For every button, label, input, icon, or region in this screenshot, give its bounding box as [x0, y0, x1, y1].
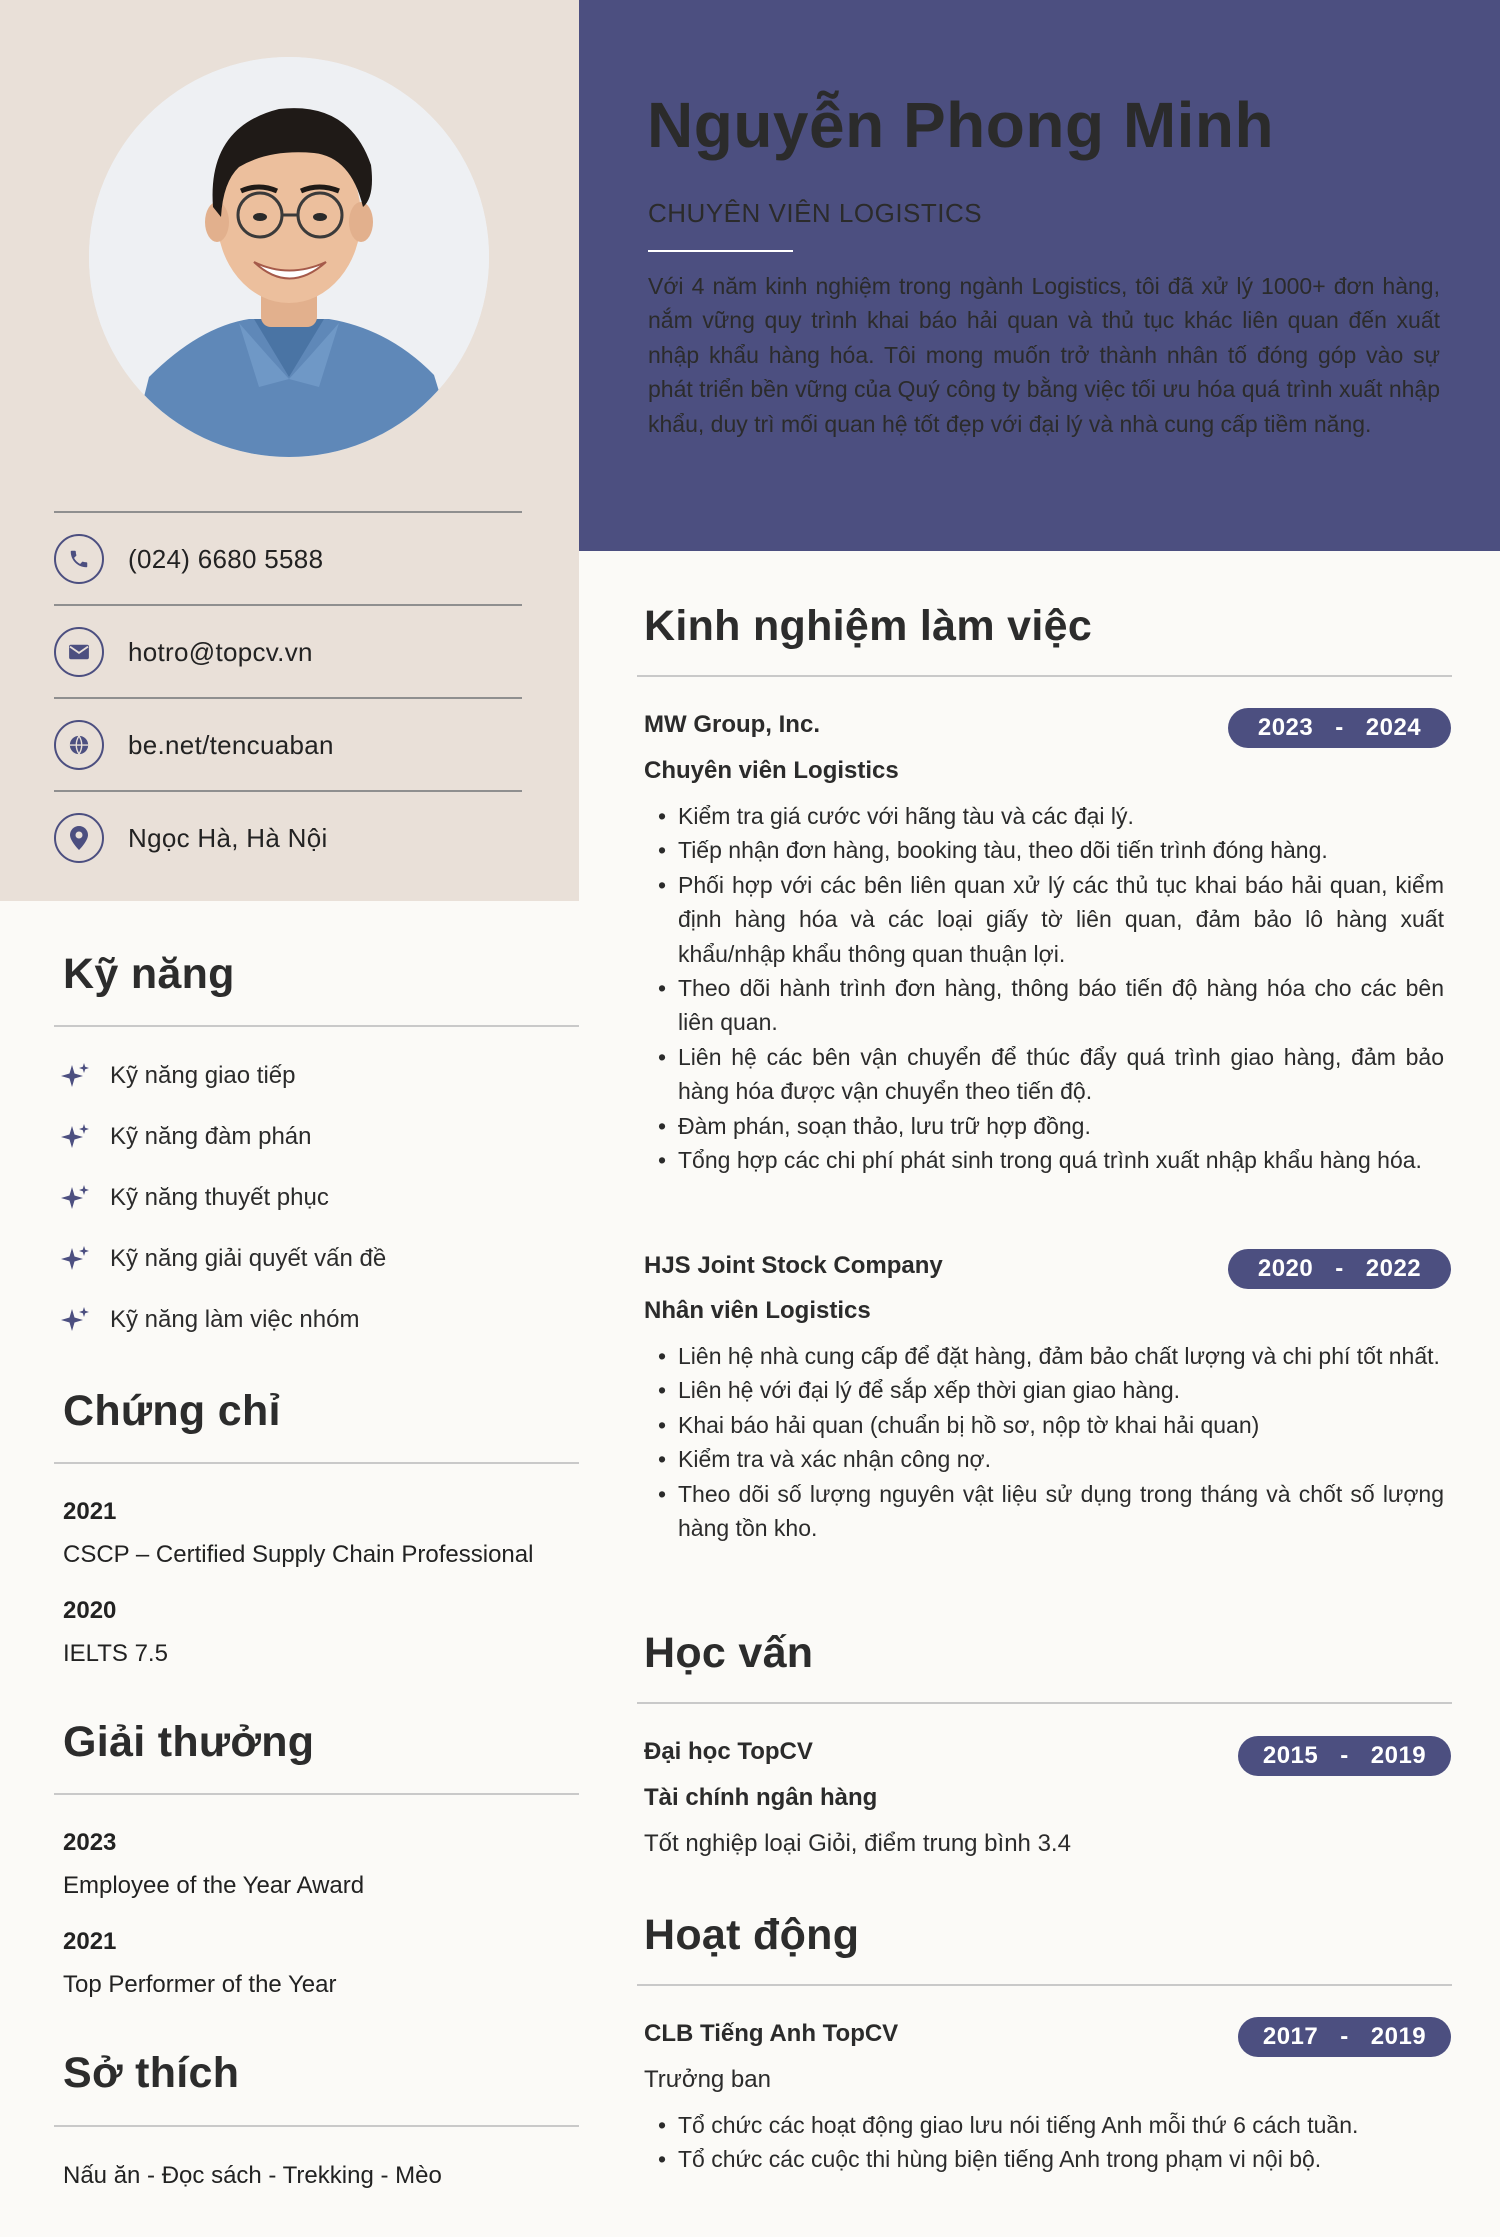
start-year: 2015: [1262, 1742, 1319, 1769]
divider: [54, 2125, 579, 2127]
certificates-heading: Chứng chỉ: [63, 1387, 281, 1435]
list-item: • Tổ chức các cuộc thi hùng biện tiếng Anh trong phạm vi nội bộ.: [658, 2142, 1444, 2176]
award-name: Employee of the Year Award: [63, 1872, 365, 1899]
list-item: • Liên hệ với đại lý để sắp xếp thời gian giao hàng.: [658, 1373, 1444, 1407]
list-item: • Liên hệ nhà cung cấp để đặt hàng, đảm bảo chất lượng và chi phí tốt nhất.: [658, 1339, 1444, 1373]
divider: [648, 250, 793, 252]
skill-item: [60, 1239, 386, 1279]
sparkle-icon: [60, 1183, 90, 1213]
education-heading: Học vấn: [644, 1629, 814, 1677]
list-item: • Phối hợp với các bên liên quan xử lý các thủ tục khai báo hải quan, kiểm định hàng hóa và các loại giấy tờ liên quan, đảm bảo lô hàng xuất khẩu/nhập khẩu thông quan thuận lợi.: [658, 868, 1444, 971]
divider: [54, 697, 522, 699]
skill-label: Kỹ năng làm việc nhóm: [110, 1306, 360, 1333]
award-year: 2021: [63, 1928, 117, 1955]
contact-phone[interactable]: [54, 531, 522, 587]
phone-text: (024) 6680 5588: [128, 543, 324, 574]
skill-label: Kỹ năng giải quyết vấn đề: [110, 1245, 387, 1272]
divider: [54, 1462, 579, 1464]
date-range-badge: 2017 - 2019: [1238, 2017, 1451, 2057]
date-range-badge: 2020 - 2022: [1228, 1249, 1451, 1289]
end-year: 2019: [1370, 1742, 1427, 1769]
school-name: Đại học TopCV: [644, 1738, 813, 1765]
skill-item: [60, 1300, 359, 1340]
list-item: • Tiếp nhận đơn hàng, booking tàu, theo dõi tiến trình đóng hàng.: [658, 833, 1444, 867]
divider: [54, 604, 522, 606]
divider: [54, 1793, 579, 1795]
globe-icon: [54, 720, 104, 770]
job-title: CHUYÊN VIÊN LOGISTICS: [648, 198, 983, 228]
job-duties: [658, 1339, 1444, 1545]
phone-icon: [54, 534, 104, 584]
skills-heading: Kỹ năng: [63, 950, 235, 998]
job-role: Chuyên viên Logistics: [644, 757, 899, 784]
skill-label: Kỹ năng giao tiếp: [110, 1062, 296, 1089]
divider: [54, 511, 522, 513]
website-text: be.net/tencuaban: [128, 729, 334, 760]
education-detail: Tốt nghiệp loại Giỏi, điểm trung bình 3.4: [644, 1830, 1071, 1857]
list-item: • Theo dõi số lượng nguyên vật liệu sử dụng trong tháng và chốt số lượng hàng tồn kho.: [658, 1477, 1444, 1546]
major: Tài chính ngân hàng: [644, 1784, 878, 1811]
divider: [54, 790, 522, 792]
start-year: 2023: [1257, 714, 1314, 741]
list-item: • Kiểm tra giá cước với hãng tàu và các đại lý.: [658, 799, 1444, 833]
mail-icon: [54, 627, 104, 677]
sparkle-icon: [60, 1122, 90, 1152]
company-name: MW Group, Inc.: [644, 711, 820, 738]
avatar: [89, 57, 489, 457]
skill-item: [60, 1117, 311, 1157]
list-item: • Khai báo hải quan (chuẩn bị hồ sơ, nộp tờ khai hải quan): [658, 1408, 1444, 1442]
location-pin-icon: [54, 813, 104, 863]
job-duties: [658, 799, 1444, 1177]
skill-label: Kỹ năng đàm phán: [110, 1123, 312, 1150]
sparkle-icon: [60, 1061, 90, 1091]
activity-role: Trưởng ban: [644, 2066, 771, 2093]
contact-location: [54, 810, 522, 866]
skill-label: Kỹ năng thuyết phục: [110, 1184, 329, 1211]
organization-name: CLB Tiếng Anh TopCV: [644, 2020, 899, 2047]
contact-website[interactable]: [54, 717, 522, 773]
list-item: • Kiểm tra và xác nhận công nợ.: [658, 1442, 1444, 1476]
hobbies-heading: Sở thích: [63, 2049, 240, 2097]
candidate-name: Nguyễn Phong Minh: [647, 89, 1275, 161]
date-range-badge: 2023 - 2024: [1228, 708, 1451, 748]
experience-heading: Kinh nghiệm làm việc: [644, 602, 1093, 650]
award-name: Top Performer of the Year: [63, 1971, 337, 1998]
date-range-badge: 2015 - 2019: [1238, 1736, 1451, 1776]
start-year: 2017: [1262, 2023, 1319, 2050]
list-item: • Đàm phán, soạn thảo, lưu trữ hợp đồng.: [658, 1109, 1444, 1143]
divider: [54, 1025, 579, 1027]
certificate-year: 2021: [63, 1498, 117, 1525]
sparkle-icon: [60, 1305, 90, 1335]
summary-text: Với 4 năm kinh nghiệm trong ngành Logistics, tôi đã xử lý 1000+ đơn hàng, nắm vững quy trình khai báo hải quan và thủ tục khác liên quan đến xuất nhập khẩu hàng hóa. Tôi mong muốn trở thành nhân tố đóng góp vào sự phát triển bền vững của Quý công ty bằng việc tối ưu hóa quá trình xuất nhập khẩu, duy trì mối quan hệ tốt đẹp với đại lý và nhà cung cấp tiềm năng.: [648, 273, 1440, 437]
hobbies-text: Nấu ăn - Đọc sách - Trekking - Mèo: [63, 2162, 442, 2189]
end-year: 2022: [1365, 1255, 1422, 1282]
activities-heading: Hoạt động: [644, 1911, 860, 1959]
location-text: Ngọc Hà, Hà Nội: [128, 822, 328, 853]
list-item: • Theo dõi hành trình đơn hàng, thông báo tiến độ hàng hóa cho các bên liên quan.: [658, 971, 1444, 1040]
list-item: • Tổ chức các hoạt động giao lưu nói tiếng Anh mỗi thứ 6 cách tuần.: [658, 2108, 1444, 2142]
certificate-name: CSCP – Certified Supply Chain Professional: [63, 1541, 534, 1568]
skill-item: [60, 1178, 329, 1218]
end-year: 2019: [1370, 2023, 1427, 2050]
activity-duties: [658, 2108, 1444, 2177]
email-text: hotro@topcv.vn: [128, 636, 313, 667]
divider: [637, 1702, 1452, 1704]
skill-item: [60, 1056, 295, 1096]
start-year: 2020: [1257, 1255, 1314, 1282]
divider: [637, 675, 1452, 677]
list-item: • Tổng hợp các chi phí phát sinh trong quá trình xuất nhập khẩu hàng hóa.: [658, 1143, 1444, 1177]
list-item: • Liên hệ các bên vận chuyển để thúc đẩy quá trình giao hàng, đảm bảo hàng hóa được vận chuyển theo tiến độ.: [658, 1040, 1444, 1109]
divider: [637, 1984, 1452, 1986]
contact-email[interactable]: [54, 624, 522, 680]
sparkle-icon: [60, 1244, 90, 1274]
certificate-year: 2020: [63, 1597, 117, 1624]
awards-heading: Giải thưởng: [63, 1718, 315, 1766]
certificate-name: IELTS 7.5: [63, 1640, 168, 1667]
award-year: 2023: [63, 1829, 117, 1856]
job-role: Nhân viên Logistics: [644, 1297, 871, 1324]
company-name: HJS Joint Stock Company: [644, 1252, 943, 1279]
end-year: 2024: [1365, 714, 1422, 741]
